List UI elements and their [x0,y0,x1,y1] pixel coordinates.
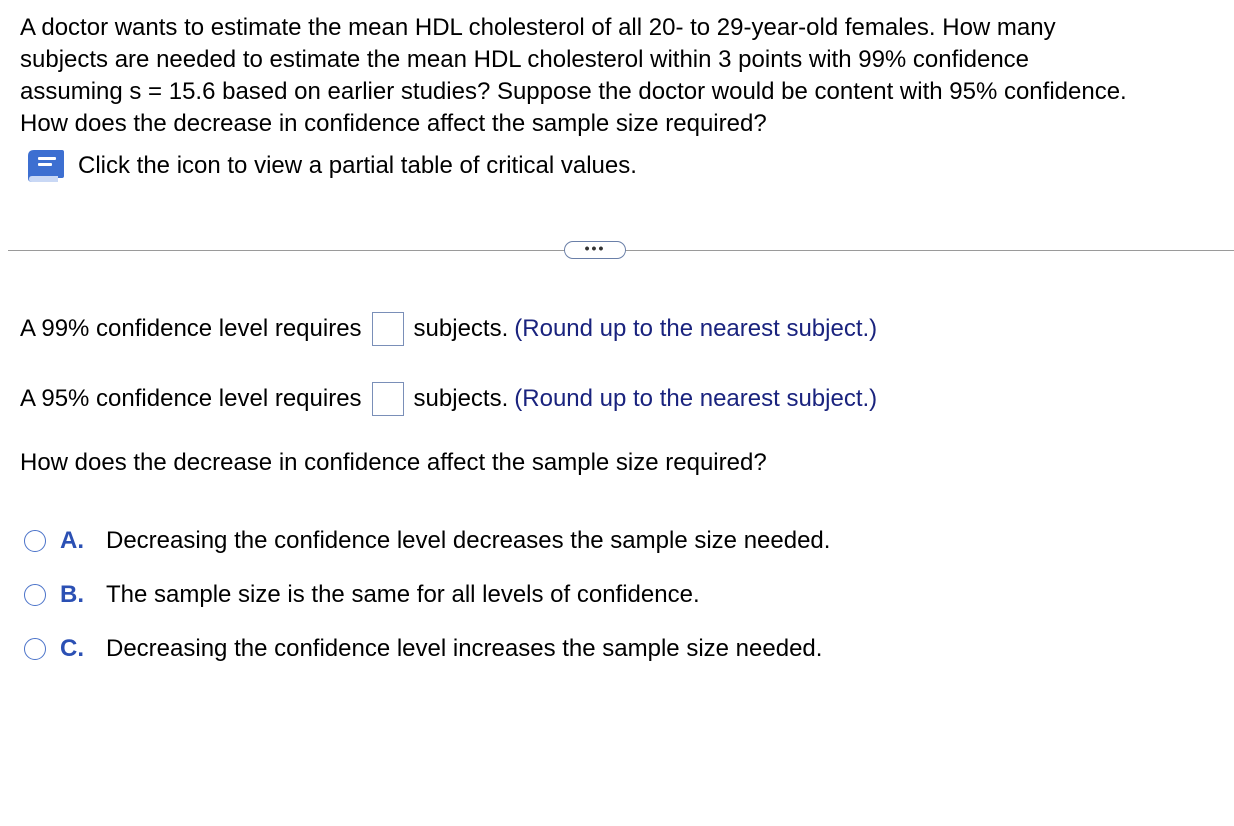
answer-suffix: subjects. [413,315,509,342]
radio-button-c[interactable] [24,638,46,660]
answer-prefix: A 95% confidence level requires [20,385,362,412]
answer-prefix: A 99% confidence level requires [20,315,362,342]
answer-input-95[interactable] [372,382,404,416]
radio-button-b[interactable] [24,584,46,606]
answer-hint: (Round up to the nearest subject.) [514,315,878,342]
answer-hint: (Round up to the nearest subject.) [514,385,878,412]
critical-values-link[interactable] [24,146,637,186]
question-line: subjects are needed to estimate the mean HDL cholesterol within 3 points with 99% confidence [20,46,1030,73]
option-text: The sample size is the same for all levels of confidence. [106,581,700,608]
question-line: A doctor wants to estimate the mean HDL cholesterol of all 20- to 29-year-old females. How many [20,14,1056,41]
answer-input-99[interactable] [372,312,404,346]
option-text: Decreasing the confidence level increases the sample size needed. [106,635,823,662]
answer-suffix: subjects. [413,385,509,412]
expand-button[interactable] [564,241,626,259]
option-text: Decreasing the confidence level decreases the sample size needed. [106,527,831,554]
question-line: How does the decrease in confidence affect the sample size required? [20,110,767,137]
ellipsis-icon: ••• [584,239,606,256]
option-letter: A. [60,527,84,554]
answer-row-99 [20,311,877,347]
option-letter: C. [60,635,84,662]
answer-row-95 [20,381,877,417]
question-text [20,12,1225,140]
followup-question: How does the decrease in confidence affect the sample size required? [20,449,767,476]
option-b[interactable] [24,579,700,611]
option-letter: B. [60,581,84,608]
question-line: assuming s = 15.6 based on earlier studies? Suppose the doctor would be content with 95% confidence. [20,78,1127,105]
book-icon[interactable] [24,146,68,186]
critical-values-link-text[interactable]: Click the icon to view a partial table of critical values. [78,152,637,179]
option-c[interactable] [24,633,822,665]
radio-button-a[interactable] [24,530,46,552]
option-a[interactable] [24,525,830,557]
